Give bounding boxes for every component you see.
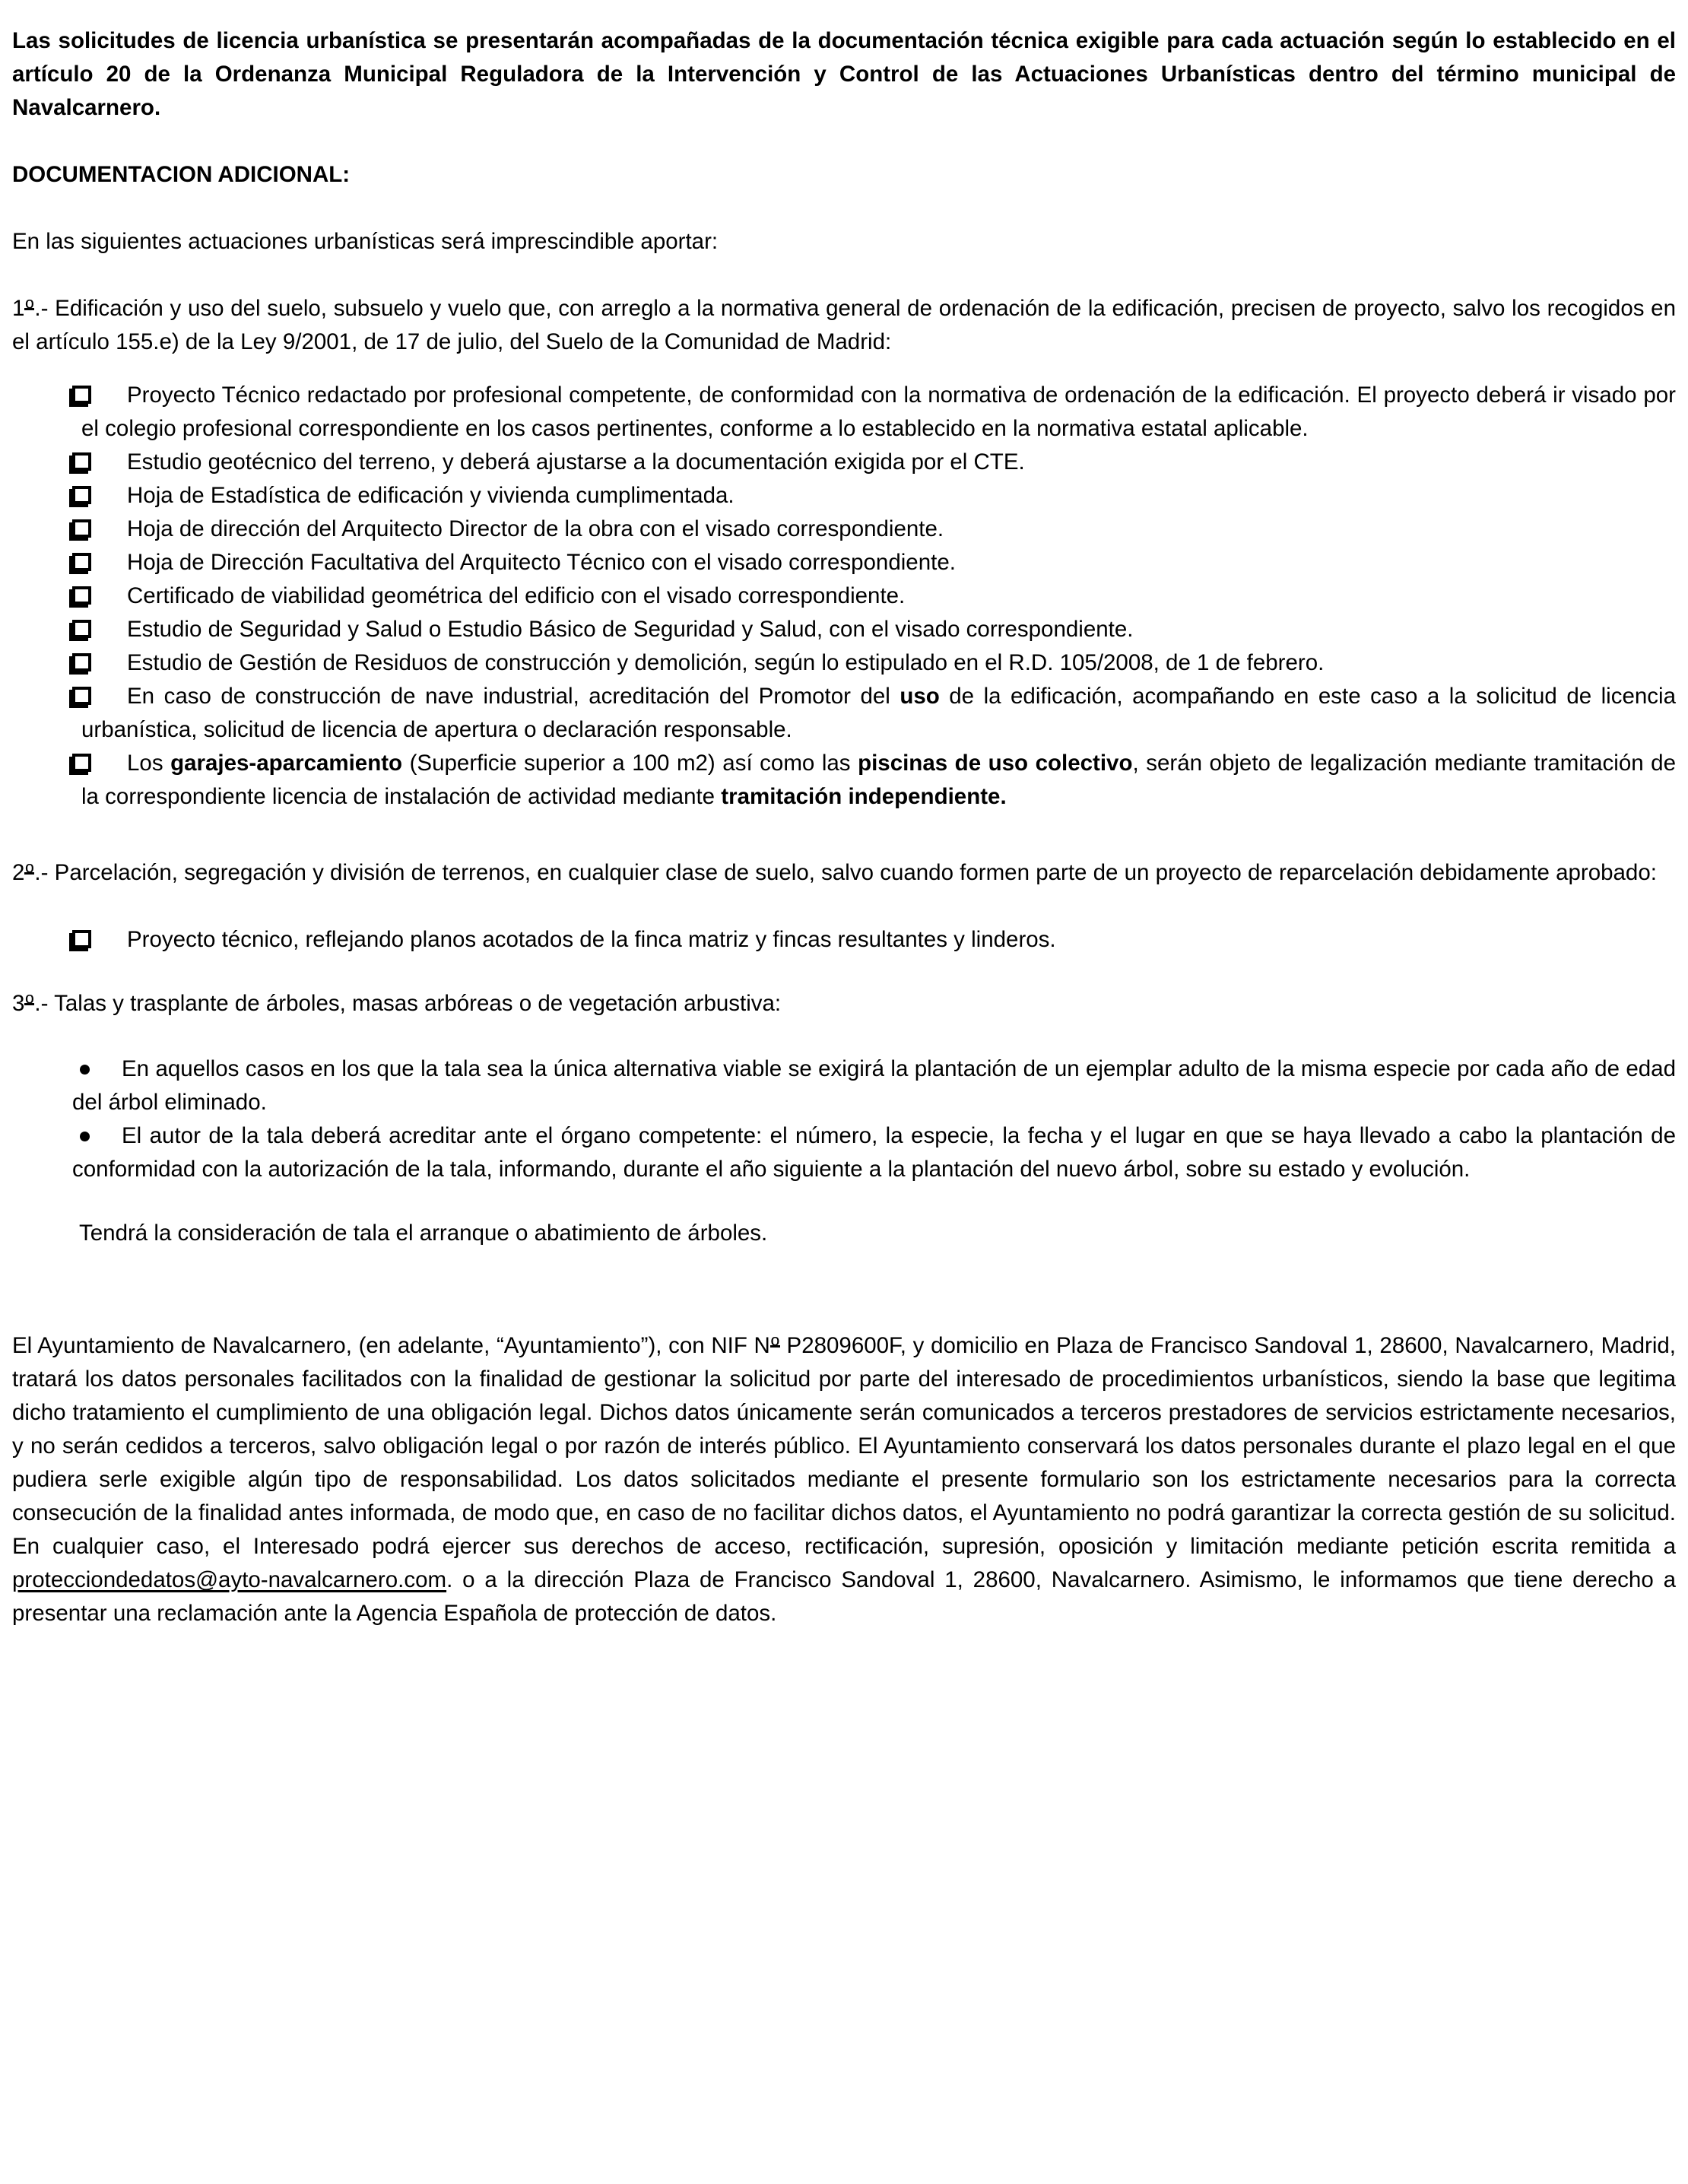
checklist-item-text: (Superficie superior a 100 m2) así como las [402,751,858,776]
checklist-item [12,680,1676,747]
checklist-item [12,923,1676,957]
intro-paragraph: Las solicitudes de licencia urbanística se presentarán acompañadas de la documentación técnica exigible para cada actuación según lo establecido en el artículo 20 de la Ordenanza Municipal Reguladora de la Intervención y Control de las Actuaciones Urbanísticas dentro del término municipal de Navalcarnero. [12,28,1676,120]
lead-line: En las siguientes actuaciones urbanísticas será imprescindible aportar: [12,229,719,254]
bullet-item [12,1052,1676,1119]
privacy-text: P2809600F, y domicilio en Plaza de Francisco Sandoval 1, 28600, Navalcarnero, Madrid, tratará los datos personales facilitados con la finalidad de gestionar la solicitud por parte del interesado de procedimientos urbanísticos, siendo la base que legitima dicho tratamiento el cumplimiento de una obligación legal. Dichos datos únicamente serán comunicados a terceros prestadores de servicios estrictamente necesarios, y no serán cedidos a terceros, salvo obligación legal o por razón de interés público. El Ayuntamiento conservará los datos personales durante el plazo legal en el que pudiera serle exigible algún tipo de responsabilidad. Los datos solicitados mediante el presente formulario son los estrictamente necesarios para la correcta consecución de la finalidad antes informada, de modo que, en caso de no facilitar dichos datos, el Ayuntamiento no podrá garantizar la correcta gestión de su solicitud. En cualquier caso, el Interesado podrá ejercer sus derechos de acceso, rectificación, supresión, oposición y limitación mediante petición escrita remitida a [12,1333,1676,1559]
checkbox-icon [72,519,91,538]
checklist-section-1 [12,379,1676,814]
bullet-icon [80,1132,90,1141]
privacy-paragraph [12,1329,1676,1630]
checkbox-icon [72,687,91,705]
checklist-item-text: Hoja de Dirección Facultativa del Arquitecto Técnico con el visado correspondiente. [127,550,956,575]
checkbox-icon [72,586,91,605]
checklist-item-text: Hoja de dirección del Arquitecto Director de la obra con el visado correspondiente. [127,516,944,541]
section-2-number: 2 [12,860,25,885]
checklist-item-text: Estudio geotécnico del terreno, y deberá ajustarse a la documentación exigida por el CTE. [127,449,1025,475]
checklist-item-text: Proyecto Técnico redactado por profesional competente, de conformidad con la normativa de ordenación de la edificación. El proyecto deberá ir visado por el colegio profesional correspondiente en los casos pertinentes, conforme a lo establecido en la normativa estatal aplicable. [81,383,1676,441]
checklist-item-text: Proyecto técnico, reflejando planos acotados de la finca matriz y fincas resultantes y linderos. [127,927,1056,952]
section-heading-documentacion-adicional: DOCUMENTACION ADICIONAL: [12,162,351,187]
checklist-item-text: Los [127,751,171,776]
bullet-list-section-3 [12,1052,1676,1186]
checklist-item [12,747,1676,814]
tala-note-paragraph: Tendrá la consideración de tala el arranque o abatimiento de árboles. [79,1221,768,1246]
checklist-item [12,579,1676,613]
section-3-number: 3 [12,991,25,1016]
privacy-text: . o a la dirección Plaza de Francisco Sandoval 1, 28600, Navalcarnero. Asimismo, le informamos que tiene derecho a presentar una reclamación ante la Agencia Española de protección de datos. [12,1567,1676,1626]
checklist-item [12,379,1676,446]
section-1-text: .- Edificación y uso del suelo, subsuelo y vuelo que, con arreglo a la normativa general de ordenación de la edificación, precisen de proyecto, salvo los recogidos en el artículo 155.e) de la Ley 9/2001, de 17 de julio, del Suelo de la Comunidad de Madrid: [12,296,1676,354]
checklist-item-text: Certificado de viabilidad geométrica del edificio con el visado correspondiente. [127,583,906,608]
section-2-text: .- Parcelación, segregación y división de terrenos, en cualquier clase de suelo, salvo cuando formen parte de un proyecto de reparcelación debidamente aprobado: [34,860,1657,885]
section-3-paragraph [12,987,1676,1021]
section-1-number: 1 [12,296,25,321]
checklist-item-bold-text: garajes-aparcamiento [170,751,403,776]
checkbox-icon [72,486,91,504]
checklist-item-bold-text: piscinas de uso colectivo [858,751,1133,776]
checkbox-icon [72,754,91,772]
checklist-item [12,613,1676,646]
ordinal-indicator: º [24,987,34,1021]
checkbox-icon [72,386,91,404]
privacy-email-link[interactable]: protecciondedatos@ayto-navalcarnero.com [12,1567,447,1592]
checklist-item [12,479,1676,513]
checklist-item [12,546,1676,579]
checkbox-icon [72,653,91,671]
privacy-text: El Ayuntamiento de Navalcarnero, (en adelante, “Ayuntamiento”), con NIF N [12,1333,770,1358]
ordinal-indicator: º [24,292,34,325]
checklist-item-text: En caso de construcción de nave industrial, acreditación del Promotor del [127,684,900,709]
checklist-item [12,646,1676,680]
checklist-item-text: Hoja de Estadística de edificación y vivienda cumplimentada. [127,483,735,508]
checklist-item-text: de la edificación, acompañando en este caso a la solicitud de licencia urbanística, solicitud de licencia de apertura o declaración responsable. [81,684,1676,742]
section-3-text: .- Talas y trasplante de árboles, masas arbóreas o de vegetación arbustiva: [34,991,782,1016]
checklist-item-text: , serán objeto de legalización mediante tramitación de la correspondiente licencia de instalación de actividad mediante [81,751,1676,809]
checkbox-icon [72,930,91,948]
bullet-item-text: El autor de la tala deberá acreditar ante el órgano competente: el número, la especie, la fecha y el lugar en que se haya llevado a cabo la plantación de conformidad con la autorización de la tala, informando, durante el año siguiente a la plantación del nuevo árbol, sobre su estado y evolución. [72,1123,1676,1182]
checklist-item-bold-text: uso [900,684,940,709]
checklist-section-2 [12,923,1676,957]
checkbox-icon [72,553,91,571]
bullet-item [12,1119,1676,1186]
bullet-icon [80,1065,90,1075]
checklist-item-bold-text: tramitación independiente. [721,784,1007,809]
ordinal-indicator: º [24,856,34,890]
section-2-paragraph [12,856,1676,890]
section-1-paragraph [12,292,1676,359]
checklist-item [12,446,1676,479]
checkbox-icon [72,452,91,471]
checklist-item-text: Estudio de Gestión de Residuos de construcción y demolición, según lo estipulado en el R.D. 105/2008, de 1 de febrero. [127,650,1325,675]
checklist-item [12,513,1676,546]
bullet-item-text: En aquellos casos en los que la tala sea la única alternativa viable se exigirá la plantación de un ejemplar adulto de la misma especie por cada año de edad del árbol eliminado. [72,1056,1676,1115]
checklist-item-text: Estudio de Seguridad y Salud o Estudio Básico de Seguridad y Salud, con el visado correspondiente. [127,617,1134,642]
ordinal-indicator: º [770,1329,780,1363]
checkbox-icon [72,620,91,638]
